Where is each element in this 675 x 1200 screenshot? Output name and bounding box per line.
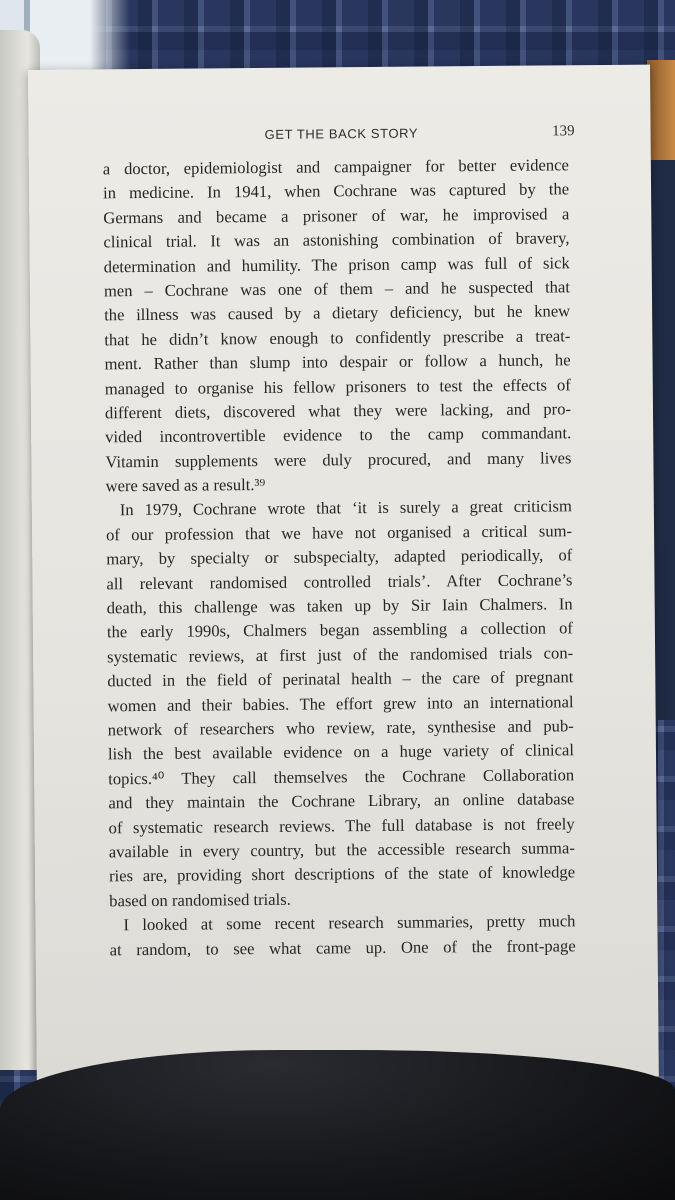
text-line: Germans and became a prisoner of war, he improvised a bbox=[103, 204, 570, 228]
text-line: men – Cochrane was one of them – and he suspected that bbox=[103, 277, 570, 301]
text-line: lish the best available evidence on a huge variety of clinical bbox=[107, 740, 575, 764]
text-line: death, this challenge was taken up by Sir Iain Chalmers. In bbox=[106, 594, 573, 618]
text-line: vided incontrovertible evidence to the camp commandant. bbox=[105, 423, 572, 447]
text-line: ment. Rather than slump into despair or follow a hunch, he bbox=[104, 350, 571, 374]
text-line: Vitamin supplements were duly procured, and many lives bbox=[105, 447, 572, 472]
text-line: women and their babies. The effort grew into an international bbox=[107, 691, 574, 715]
page-header bbox=[29, 124, 651, 149]
text-line: In 1979, Cochrane wrote that ‘it is surely a great criticism bbox=[119, 496, 572, 520]
text-line: of systematic research reviews. The full database is not freely bbox=[108, 813, 575, 837]
text-line: a doctor, epidemiologist and campaigner for better evidence bbox=[102, 155, 569, 179]
page-number: 139 bbox=[551, 123, 575, 140]
text-line: at random, to see what came up. One of the front-page bbox=[109, 935, 576, 959]
text-line: were saved as a result.³⁹ bbox=[105, 475, 266, 496]
text-line: I looked at some recent research summaries, pretty much bbox=[123, 911, 576, 935]
running-head: GET THE BACK STORY bbox=[264, 125, 419, 142]
text-line: that he didn’t know enough to confidently prescribe a treat- bbox=[104, 326, 571, 350]
text-line: of our profession that we have not organised a critical sum- bbox=[105, 521, 573, 545]
text-line: network of researchers who review, rate, synthesise and pub- bbox=[107, 716, 574, 740]
text-line: based on randomised trials. bbox=[109, 889, 291, 911]
text-line: systematic reviews, at first just of the randomised trials con- bbox=[107, 643, 574, 667]
text-line: determination and humility. The prison camp was full of sick bbox=[103, 252, 570, 276]
text-line: in medicine. In 1941, when Cochrane was captured by the bbox=[102, 179, 570, 203]
text-line: clinical trial. It was an astonishing combination of bravery, bbox=[103, 228, 570, 252]
text-line: ries are, providing short descriptions of the state of knowledge bbox=[108, 862, 576, 886]
book-page bbox=[28, 65, 659, 1082]
text-line: topics.⁴⁰ They call themselves the Cochrane Collaboration bbox=[108, 765, 575, 789]
text-line: the early 1990s, Chalmers began assembling a collection of bbox=[106, 618, 573, 642]
text-line: the illness was caused by a dietary deficiency, but he knew bbox=[104, 301, 571, 325]
text-line: different diets, discovered what they were lacking, and pro- bbox=[104, 399, 572, 423]
text-line: ducted in the field of perinatal health – the care of pregnant bbox=[107, 667, 574, 691]
text-line: available in every country, but the accessible research summa- bbox=[108, 838, 575, 862]
text-line: all relevant randomised controlled trials’. After Cochrane’s bbox=[106, 569, 573, 593]
dark-lap-foreground bbox=[0, 1050, 675, 1200]
text-line: managed to organise his fellow prisoners to test the effects of bbox=[104, 374, 571, 398]
text-line: and they maintain the Cochrane Library, an online database bbox=[108, 789, 575, 813]
body-text bbox=[103, 153, 576, 962]
text-line: mary, by specialty or subspecialty, adapted periodically, of bbox=[106, 545, 573, 569]
